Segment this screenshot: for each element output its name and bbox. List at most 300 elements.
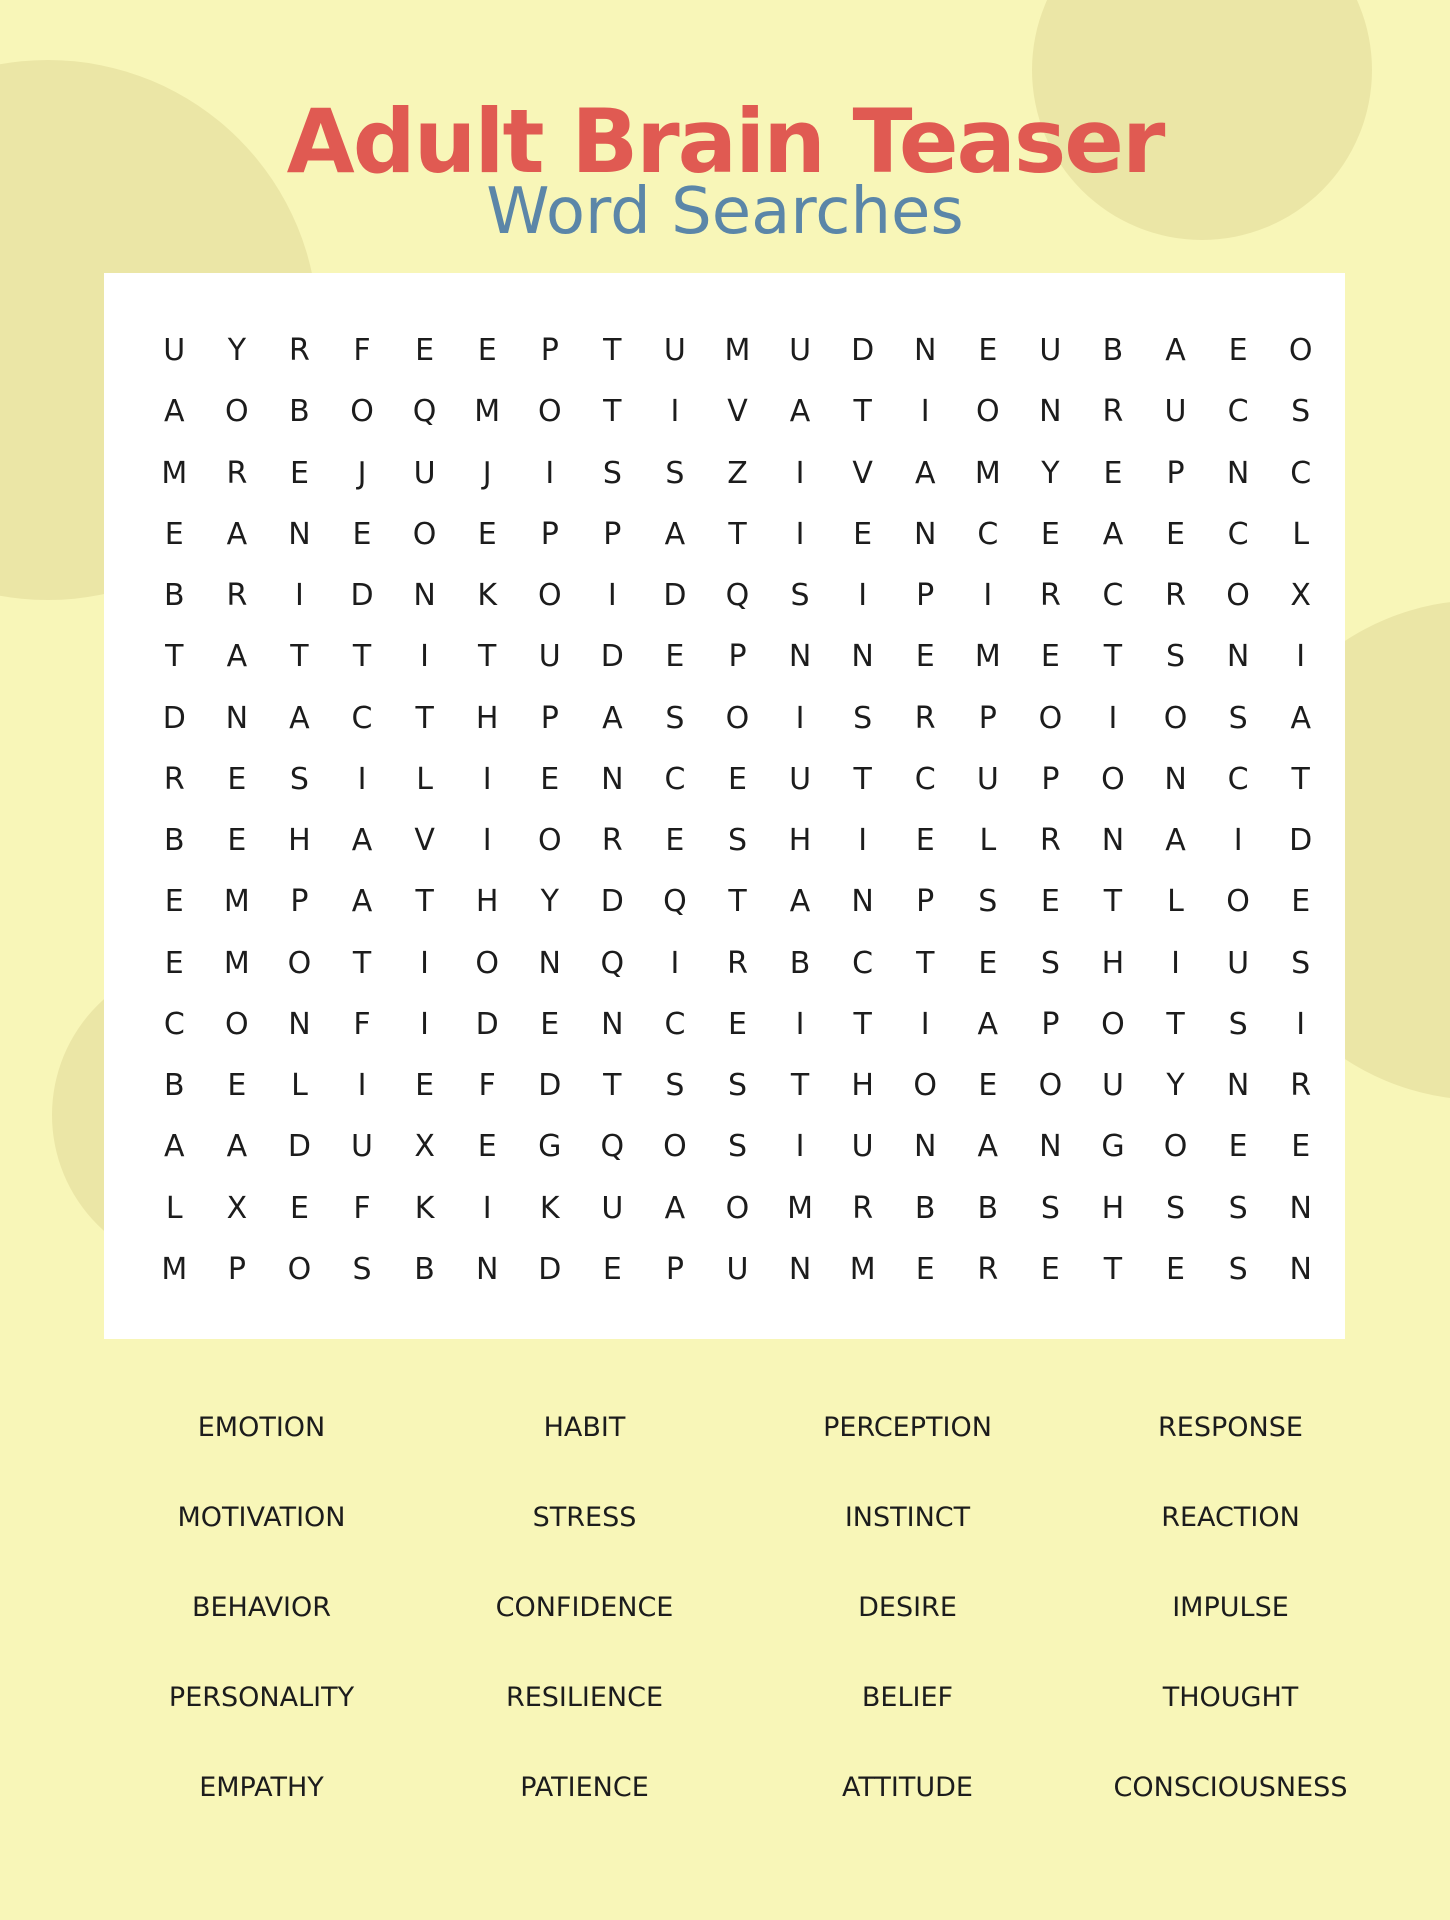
- grid-letter[interactable]: Q: [600, 945, 625, 981]
- grid-letter[interactable]: P: [1166, 455, 1185, 491]
- grid-letter[interactable]: I: [795, 1129, 805, 1165]
- grid-letter[interactable]: E: [477, 333, 497, 369]
- grid-letter[interactable]: T: [853, 761, 872, 797]
- grid-letter[interactable]: Y: [227, 333, 247, 369]
- grid-letter[interactable]: N: [413, 578, 436, 614]
- grid-letter[interactable]: G: [538, 1129, 562, 1165]
- grid-letter[interactable]: D: [663, 578, 687, 614]
- grid-letter[interactable]: N: [1226, 639, 1250, 675]
- grid-letter[interactable]: T: [603, 394, 622, 430]
- grid-letter[interactable]: L: [416, 761, 433, 797]
- grid-letter[interactable]: U: [789, 333, 812, 369]
- grid-letter[interactable]: U: [1039, 333, 1062, 369]
- grid-letter[interactable]: X: [414, 1129, 435, 1165]
- grid-letter[interactable]: N: [601, 1006, 624, 1042]
- grid-letter[interactable]: U: [851, 1129, 874, 1165]
- grid-letter[interactable]: S: [1166, 639, 1186, 675]
- grid-letter[interactable]: M: [161, 455, 188, 491]
- grid-letter[interactable]: N: [1226, 455, 1250, 491]
- grid-letter[interactable]: C: [1227, 394, 1249, 430]
- grid-letter[interactable]: P: [1041, 761, 1060, 797]
- grid-letter[interactable]: N: [1039, 394, 1062, 430]
- grid-letter[interactable]: S: [727, 823, 748, 859]
- grid-letter[interactable]: E: [978, 1068, 998, 1104]
- grid-letter[interactable]: N: [1289, 1251, 1312, 1287]
- grid-letter[interactable]: E: [1228, 1129, 1248, 1165]
- grid-letter[interactable]: E: [227, 1068, 247, 1104]
- grid-letter[interactable]: C: [1290, 455, 1312, 491]
- grid-letter[interactable]: B: [163, 823, 185, 859]
- grid-letter[interactable]: C: [977, 516, 999, 552]
- grid-letter[interactable]: T: [415, 884, 434, 920]
- grid-letter[interactable]: S: [1166, 1190, 1186, 1226]
- grid-letter[interactable]: T: [853, 1006, 872, 1042]
- grid-letter[interactable]: I: [357, 761, 367, 797]
- grid-letter[interactable]: O: [663, 1129, 687, 1165]
- grid-letter[interactable]: E: [1103, 455, 1123, 491]
- grid-letter[interactable]: I: [482, 1190, 492, 1226]
- grid-letter[interactable]: H: [1101, 945, 1125, 981]
- grid-letter[interactable]: U: [1164, 394, 1187, 430]
- grid-letter[interactable]: E: [415, 1068, 435, 1104]
- grid-letter[interactable]: K: [477, 578, 498, 614]
- grid-letter[interactable]: E: [227, 823, 247, 859]
- grid-letter[interactable]: E: [728, 1006, 747, 1042]
- grid-letter[interactable]: A: [664, 1190, 686, 1226]
- grid-letter[interactable]: T: [728, 884, 747, 920]
- grid-letter[interactable]: Q: [725, 578, 750, 614]
- grid-letter[interactable]: I: [670, 394, 680, 430]
- grid-letter[interactable]: E: [164, 516, 184, 552]
- grid-letter[interactable]: C: [852, 945, 874, 981]
- grid-letter[interactable]: B: [789, 945, 811, 981]
- grid-letter[interactable]: A: [289, 700, 310, 736]
- grid-letter[interactable]: N: [1101, 823, 1125, 859]
- grid-letter[interactable]: I: [858, 578, 868, 614]
- grid-letter[interactable]: O: [287, 945, 312, 981]
- grid-letter[interactable]: S: [1291, 394, 1311, 430]
- grid-letter[interactable]: E: [602, 1251, 622, 1287]
- grid-letter[interactable]: T: [352, 945, 372, 981]
- grid-letter[interactable]: L: [1292, 516, 1310, 552]
- grid-letter[interactable]: T: [916, 945, 935, 981]
- grid-letter[interactable]: R: [977, 1251, 999, 1287]
- grid-letter[interactable]: R: [226, 578, 248, 614]
- grid-letter[interactable]: Q: [663, 884, 687, 920]
- grid-letter[interactable]: X: [226, 1190, 248, 1226]
- grid-letter[interactable]: N: [475, 1251, 499, 1287]
- grid-letter[interactable]: T: [603, 333, 622, 369]
- grid-letter[interactable]: T: [415, 700, 434, 736]
- grid-letter[interactable]: O: [537, 823, 562, 859]
- grid-letter[interactable]: I: [295, 578, 304, 614]
- grid-letter[interactable]: F: [478, 1068, 496, 1104]
- grid-letter[interactable]: F: [353, 333, 371, 369]
- grid-letter[interactable]: K: [539, 1190, 560, 1226]
- grid-letter[interactable]: N: [1226, 1068, 1250, 1104]
- grid-letter[interactable]: O: [1226, 884, 1250, 920]
- grid-letter[interactable]: M: [474, 394, 501, 430]
- grid-letter[interactable]: C: [664, 761, 686, 797]
- grid-letter[interactable]: N: [788, 1251, 812, 1287]
- grid-letter[interactable]: Y: [1041, 455, 1060, 491]
- grid-letter[interactable]: T: [1291, 761, 1310, 797]
- grid-letter[interactable]: P: [916, 884, 935, 920]
- grid-letter[interactable]: S: [853, 700, 873, 736]
- grid-letter[interactable]: S: [1228, 1251, 1248, 1287]
- grid-letter[interactable]: N: [788, 639, 812, 675]
- grid-letter[interactable]: I: [670, 945, 680, 981]
- grid-letter[interactable]: O: [537, 578, 562, 614]
- grid-letter[interactable]: T: [1103, 1251, 1123, 1287]
- grid-letter[interactable]: O: [913, 1068, 938, 1104]
- grid-letter[interactable]: P: [540, 333, 559, 369]
- grid-letter[interactable]: G: [1101, 1129, 1125, 1165]
- grid-letter[interactable]: I: [545, 455, 555, 491]
- grid-letter[interactable]: R: [727, 945, 748, 981]
- grid-letter[interactable]: E: [415, 333, 435, 369]
- grid-letter[interactable]: I: [607, 578, 617, 614]
- grid-letter[interactable]: T: [728, 516, 747, 552]
- grid-letter[interactable]: D: [600, 884, 624, 920]
- grid-letter[interactable]: A: [977, 1129, 999, 1165]
- grid-letter[interactable]: D: [475, 1006, 499, 1042]
- grid-letter[interactable]: N: [914, 516, 937, 552]
- grid-letter[interactable]: H: [288, 823, 311, 859]
- grid-letter[interactable]: M: [787, 1190, 814, 1226]
- grid-letter[interactable]: I: [482, 823, 492, 859]
- grid-letter[interactable]: E: [915, 639, 935, 675]
- grid-letter[interactable]: Q: [412, 394, 437, 430]
- grid-letter[interactable]: C: [163, 1006, 185, 1042]
- grid-letter[interactable]: B: [163, 1068, 185, 1104]
- grid-letter[interactable]: E: [1040, 884, 1060, 920]
- grid-letter[interactable]: L: [165, 1190, 183, 1226]
- grid-letter[interactable]: E: [540, 761, 560, 797]
- grid-letter[interactable]: U: [976, 761, 999, 797]
- grid-letter[interactable]: M: [974, 639, 1001, 675]
- grid-letter[interactable]: R: [1039, 578, 1061, 614]
- grid-letter[interactable]: S: [727, 1068, 748, 1104]
- grid-letter[interactable]: I: [795, 1006, 805, 1042]
- grid-letter[interactable]: N: [851, 884, 874, 920]
- grid-letter[interactable]: N: [914, 1129, 937, 1165]
- grid-letter[interactable]: M: [849, 1251, 876, 1287]
- grid-letter[interactable]: H: [851, 1068, 874, 1104]
- grid-letter[interactable]: C: [1227, 516, 1249, 552]
- grid-letter[interactable]: M: [161, 1251, 188, 1287]
- grid-letter[interactable]: U: [1101, 1068, 1124, 1104]
- grid-letter[interactable]: L: [1167, 884, 1184, 920]
- grid-letter[interactable]: S: [1291, 945, 1311, 981]
- grid-letter[interactable]: D: [287, 1129, 311, 1165]
- grid-letter[interactable]: N: [601, 761, 624, 797]
- grid-letter[interactable]: U: [163, 333, 186, 369]
- grid-letter[interactable]: O: [412, 516, 437, 552]
- grid-letter[interactable]: O: [225, 1006, 249, 1042]
- grid-letter[interactable]: J: [482, 455, 492, 491]
- grid-letter[interactable]: U: [1227, 945, 1250, 981]
- grid-letter[interactable]: O: [350, 394, 374, 430]
- grid-letter[interactable]: N: [288, 516, 311, 552]
- grid-letter[interactable]: R: [289, 333, 310, 369]
- grid-letter[interactable]: V: [852, 455, 873, 491]
- grid-letter[interactable]: E: [853, 516, 873, 552]
- grid-letter[interactable]: A: [164, 394, 185, 430]
- grid-letter[interactable]: A: [164, 1129, 185, 1165]
- grid-letter[interactable]: S: [1040, 1190, 1060, 1226]
- grid-letter[interactable]: R: [1165, 578, 1186, 614]
- grid-letter[interactable]: S: [352, 1251, 372, 1287]
- grid-letter[interactable]: A: [914, 455, 936, 491]
- grid-letter[interactable]: S: [1228, 700, 1248, 736]
- grid-letter[interactable]: U: [663, 333, 686, 369]
- grid-letter[interactable]: I: [420, 1006, 430, 1042]
- grid-letter[interactable]: S: [790, 578, 810, 614]
- grid-letter[interactable]: Q: [600, 1129, 625, 1165]
- grid-letter[interactable]: E: [1291, 884, 1311, 920]
- grid-letter[interactable]: P: [916, 578, 935, 614]
- grid-letter[interactable]: S: [602, 455, 622, 491]
- grid-letter[interactable]: P: [227, 1251, 246, 1287]
- grid-letter[interactable]: E: [227, 761, 247, 797]
- grid-letter[interactable]: S: [665, 700, 685, 736]
- grid-letter[interactable]: I: [1233, 823, 1243, 859]
- grid-letter[interactable]: D: [538, 1251, 562, 1287]
- grid-letter[interactable]: M: [724, 333, 751, 369]
- grid-letter[interactable]: U: [538, 639, 561, 675]
- grid-letter[interactable]: O: [1163, 1129, 1188, 1165]
- grid-letter[interactable]: D: [1289, 823, 1313, 859]
- grid-letter[interactable]: E: [477, 1129, 497, 1165]
- grid-letter[interactable]: T: [603, 1068, 622, 1104]
- grid-letter[interactable]: U: [726, 1251, 749, 1287]
- grid-letter[interactable]: C: [351, 700, 373, 736]
- grid-letter[interactable]: E: [665, 639, 685, 675]
- grid-letter[interactable]: I: [357, 1068, 367, 1104]
- grid-letter[interactable]: T: [290, 639, 309, 675]
- grid-letter[interactable]: T: [165, 639, 184, 675]
- grid-letter[interactable]: I: [795, 516, 805, 552]
- grid-letter[interactable]: N: [538, 945, 561, 981]
- grid-letter[interactable]: U: [601, 1190, 624, 1226]
- grid-letter[interactable]: A: [1102, 516, 1124, 552]
- grid-letter[interactable]: S: [727, 1129, 748, 1165]
- grid-letter[interactable]: A: [789, 884, 811, 920]
- grid-letter[interactable]: B: [289, 394, 310, 430]
- grid-letter[interactable]: Y: [1166, 1068, 1185, 1104]
- grid-letter[interactable]: N: [851, 639, 874, 675]
- grid-letter[interactable]: I: [482, 761, 492, 797]
- grid-letter[interactable]: E: [1040, 1251, 1060, 1287]
- grid-letter[interactable]: X: [1290, 578, 1311, 614]
- grid-letter[interactable]: F: [353, 1190, 371, 1226]
- grid-letter[interactable]: T: [352, 639, 372, 675]
- grid-letter[interactable]: I: [1108, 700, 1118, 736]
- grid-letter[interactable]: H: [475, 700, 499, 736]
- grid-letter[interactable]: T: [790, 1068, 810, 1104]
- grid-letter[interactable]: M: [223, 945, 250, 981]
- grid-letter[interactable]: T: [1103, 639, 1123, 675]
- grid-letter[interactable]: D: [538, 1068, 562, 1104]
- grid-letter[interactable]: O: [975, 394, 1000, 430]
- grid-letter[interactable]: C: [1102, 578, 1124, 614]
- grid-letter[interactable]: I: [920, 1006, 930, 1042]
- grid-letter[interactable]: S: [289, 761, 309, 797]
- grid-letter[interactable]: O: [537, 394, 562, 430]
- grid-letter[interactable]: C: [914, 761, 936, 797]
- grid-letter[interactable]: N: [288, 1006, 311, 1042]
- grid-letter[interactable]: A: [351, 884, 373, 920]
- grid-letter[interactable]: A: [351, 823, 373, 859]
- grid-letter[interactable]: R: [1102, 394, 1124, 430]
- grid-letter[interactable]: A: [226, 516, 248, 552]
- grid-letter[interactable]: E: [915, 1251, 935, 1287]
- grid-letter[interactable]: Y: [540, 884, 559, 920]
- grid-letter[interactable]: P: [978, 700, 997, 736]
- grid-letter[interactable]: Z: [727, 455, 748, 491]
- grid-letter[interactable]: T: [1103, 884, 1123, 920]
- grid-letter[interactable]: O: [1163, 700, 1188, 736]
- grid-letter[interactable]: J: [357, 455, 367, 491]
- grid-letter[interactable]: B: [414, 1251, 435, 1287]
- grid-letter[interactable]: B: [977, 1190, 999, 1226]
- grid-letter[interactable]: A: [226, 1129, 248, 1165]
- grid-letter[interactable]: O: [1038, 700, 1063, 736]
- grid-letter[interactable]: T: [1166, 1006, 1185, 1042]
- grid-letter[interactable]: H: [1101, 1190, 1125, 1226]
- grid-letter[interactable]: V: [727, 394, 748, 430]
- grid-letter[interactable]: I: [1171, 945, 1180, 981]
- grid-letter[interactable]: O: [1226, 578, 1250, 614]
- grid-letter[interactable]: S: [1228, 1190, 1248, 1226]
- grid-letter[interactable]: R: [163, 761, 185, 797]
- grid-letter[interactable]: C: [664, 1006, 686, 1042]
- grid-letter[interactable]: E: [540, 1006, 560, 1042]
- grid-letter[interactable]: E: [728, 761, 747, 797]
- grid-letter[interactable]: E: [978, 945, 998, 981]
- grid-letter[interactable]: E: [1228, 333, 1248, 369]
- grid-letter[interactable]: N: [914, 333, 937, 369]
- grid-letter[interactable]: O: [725, 1190, 750, 1226]
- grid-letter[interactable]: R: [914, 700, 936, 736]
- grid-letter[interactable]: A: [1165, 333, 1186, 369]
- grid-letter[interactable]: B: [163, 578, 185, 614]
- grid-letter[interactable]: K: [414, 1190, 435, 1226]
- grid-letter[interactable]: U: [413, 455, 436, 491]
- grid-letter[interactable]: I: [983, 578, 993, 614]
- grid-letter[interactable]: E: [1040, 516, 1060, 552]
- grid-letter[interactable]: N: [225, 700, 249, 736]
- grid-letter[interactable]: D: [600, 639, 624, 675]
- grid-letter[interactable]: A: [1165, 823, 1186, 859]
- grid-letter[interactable]: S: [665, 455, 685, 491]
- grid-letter[interactable]: E: [665, 823, 685, 859]
- grid-letter[interactable]: S: [665, 1068, 685, 1104]
- grid-letter[interactable]: P: [540, 700, 559, 736]
- grid-letter[interactable]: A: [977, 1006, 999, 1042]
- grid-letter[interactable]: R: [1039, 823, 1061, 859]
- grid-letter[interactable]: O: [1038, 1068, 1063, 1104]
- grid-letter[interactable]: T: [853, 394, 872, 430]
- grid-letter[interactable]: E: [1291, 1129, 1311, 1165]
- grid-letter[interactable]: I: [1296, 639, 1306, 675]
- grid-letter[interactable]: I: [420, 945, 430, 981]
- grid-letter[interactable]: P: [540, 516, 559, 552]
- grid-letter[interactable]: P: [290, 884, 309, 920]
- grid-letter[interactable]: H: [788, 823, 812, 859]
- grid-letter[interactable]: R: [852, 1190, 874, 1226]
- grid-letter[interactable]: T: [478, 639, 497, 675]
- grid-letter[interactable]: P: [1041, 1006, 1060, 1042]
- grid-letter[interactable]: I: [420, 639, 430, 675]
- grid-letter[interactable]: E: [1040, 639, 1060, 675]
- grid-letter[interactable]: S: [1040, 945, 1060, 981]
- grid-letter[interactable]: I: [920, 394, 930, 430]
- grid-letter[interactable]: R: [1290, 1068, 1312, 1104]
- grid-letter[interactable]: E: [164, 884, 184, 920]
- grid-letter[interactable]: N: [1289, 1190, 1312, 1226]
- grid-letter[interactable]: D: [162, 700, 186, 736]
- grid-letter[interactable]: E: [352, 516, 372, 552]
- grid-letter[interactable]: E: [164, 945, 184, 981]
- grid-letter[interactable]: I: [795, 455, 805, 491]
- grid-letter[interactable]: I: [1296, 1006, 1306, 1042]
- grid-letter[interactable]: N: [1039, 1129, 1062, 1165]
- grid-letter[interactable]: E: [289, 1190, 309, 1226]
- grid-letter[interactable]: O: [287, 1251, 312, 1287]
- grid-letter[interactable]: A: [226, 639, 248, 675]
- grid-letter[interactable]: E: [978, 333, 998, 369]
- grid-letter[interactable]: R: [601, 823, 623, 859]
- grid-letter[interactable]: B: [914, 1190, 936, 1226]
- grid-letter[interactable]: M: [974, 455, 1001, 491]
- grid-letter[interactable]: I: [795, 700, 805, 736]
- grid-letter[interactable]: O: [1101, 761, 1125, 797]
- grid-letter[interactable]: O: [1101, 1006, 1125, 1042]
- grid-letter[interactable]: I: [858, 823, 868, 859]
- grid-letter[interactable]: A: [789, 394, 811, 430]
- grid-letter[interactable]: P: [728, 639, 747, 675]
- grid-letter[interactable]: D: [851, 333, 875, 369]
- grid-letter[interactable]: C: [1227, 761, 1249, 797]
- grid-letter[interactable]: H: [475, 884, 499, 920]
- grid-letter[interactable]: E: [915, 823, 935, 859]
- grid-letter[interactable]: E: [1166, 1251, 1186, 1287]
- grid-letter[interactable]: A: [1290, 700, 1311, 736]
- grid-letter[interactable]: P: [603, 516, 622, 552]
- grid-letter[interactable]: P: [665, 1251, 684, 1287]
- grid-letter[interactable]: O: [475, 945, 499, 981]
- grid-letter[interactable]: O: [725, 700, 750, 736]
- grid-letter[interactable]: S: [1228, 1006, 1248, 1042]
- grid-letter[interactable]: A: [602, 700, 623, 736]
- grid-letter[interactable]: E: [477, 516, 497, 552]
- grid-letter[interactable]: M: [223, 884, 250, 920]
- grid-letter[interactable]: N: [1164, 761, 1187, 797]
- grid-letter[interactable]: E: [1166, 516, 1186, 552]
- grid-letter[interactable]: R: [226, 455, 248, 491]
- grid-letter[interactable]: F: [353, 1006, 371, 1042]
- grid-letter[interactable]: V: [414, 823, 435, 859]
- grid-letter[interactable]: O: [1288, 333, 1313, 369]
- grid-letter[interactable]: L: [291, 1068, 308, 1104]
- grid-letter[interactable]: E: [289, 455, 309, 491]
- grid-letter[interactable]: O: [225, 394, 249, 430]
- grid-letter[interactable]: A: [664, 516, 686, 552]
- grid-letter[interactable]: B: [1102, 333, 1124, 369]
- grid-letter[interactable]: U: [351, 1129, 373, 1165]
